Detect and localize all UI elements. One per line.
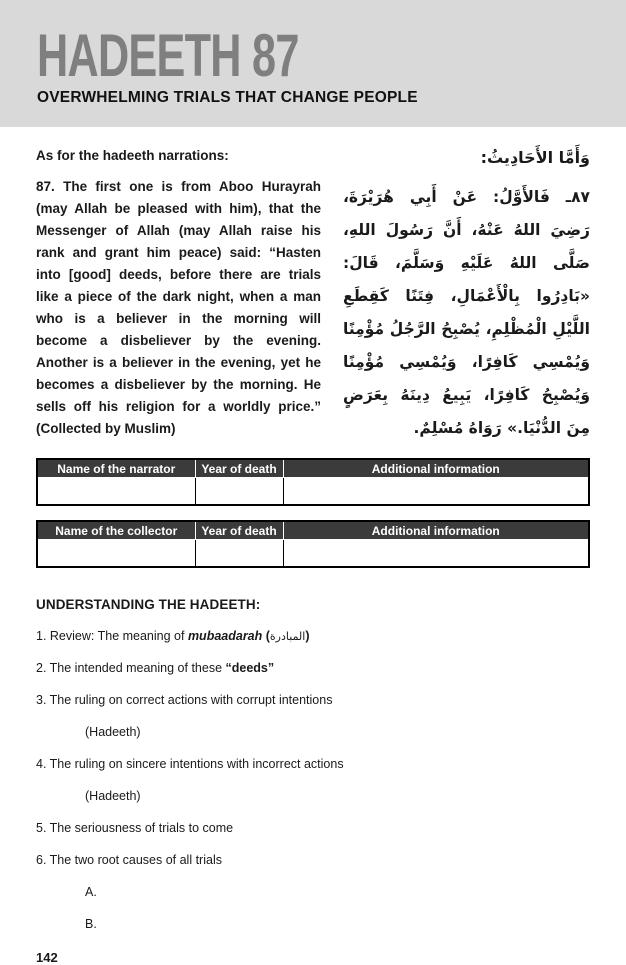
collector-table bbox=[36, 520, 590, 568]
narrations-intro-arabic: وَأَمَّا الأَحَادِيثُ: bbox=[480, 148, 590, 167]
understanding-heading: UNDERSTANDING THE HADEETH: bbox=[36, 597, 261, 612]
collector-year-header: Year of death bbox=[195, 521, 283, 540]
understanding-item-6: 6. The two root causes of all trials bbox=[36, 853, 222, 867]
collector-table-header-row bbox=[37, 521, 589, 540]
narrator-name-header: Name of the narrator bbox=[37, 459, 195, 478]
collector-info-cell bbox=[283, 540, 589, 568]
hadith-text-arabic: ٨٧ـ فَالأَوَّلُ: عَنْ أَبِي هُرَيْرَةَ، رَضِيَ اللهُ عَنْهُ، أَنَّ رَسُولَ اللهِ، صَلَّى اللهُ عَلَيْهِ وَسَلَّمَ، قَالَ: «بَادِرُوا بِالْأَعْمَالِ، فِتَنًا كَقِطَعِ اللَّيْلِ الْمُظْلِمِ، يُصْبِحُ الرَّجُلُ مُؤْمِنًا وَيُمْسِي كَافِرًا، وَيُمْسِي مُؤْمِنًا وَيُصْبِحُ كَافِرًا، يَبِيعُ دِينَهُ بِعَرَضٍ مِنَ الدُّنْيَا.» رَوَاهُ مُسْلِمٌ. bbox=[343, 188, 590, 437]
narrator-year-cell bbox=[195, 478, 283, 506]
hadith-arabic-column bbox=[343, 148, 590, 445]
item-1-paren-close: ) bbox=[305, 629, 310, 643]
understanding-item-4: 4. The ruling on sincere intentions with incorrect actions bbox=[36, 757, 344, 771]
understanding-item-3: 3. The ruling on correct actions with corrupt intentions bbox=[36, 693, 333, 707]
understanding-item-1 bbox=[36, 629, 590, 644]
page-subtitle: OVERWHELMING TRIALS THAT CHANGE PEOPLE bbox=[37, 89, 418, 106]
collector-name-cell bbox=[37, 540, 195, 568]
narrator-info-header: Additional information bbox=[283, 459, 589, 478]
narrator-year-header: Year of death bbox=[195, 459, 283, 478]
understanding-item-4-sub: (Hadeeth) bbox=[85, 789, 141, 803]
understanding-item-3-sub: (Hadeeth) bbox=[85, 725, 141, 739]
understanding-item-6-sub-a: A. bbox=[85, 885, 97, 899]
narrator-info-cell bbox=[283, 478, 589, 506]
collector-year-cell bbox=[195, 540, 283, 568]
narrator-table-empty-row bbox=[37, 478, 589, 506]
page-number: 142 bbox=[36, 950, 58, 965]
collector-table-empty-row bbox=[37, 540, 589, 568]
item-2-text: 2. The intended meaning of these bbox=[36, 661, 226, 675]
page-header-band bbox=[0, 0, 626, 127]
narrator-table-header-row bbox=[37, 459, 589, 478]
collector-info-header: Additional information bbox=[283, 521, 589, 540]
hadith-text-english: 87. The first one is from Aboo Hurayrah (may Allah be pleased with him), that the Messenger of Allah (may Allah raise his rank and grant him peace) said: “Hasten into [good] deeds, before there are trials like a piece of the dark night, when a man who is a believer in the morning will become a disbeliever by the evening. Another is a believer in the evening, yet he becomes a disbeliever by the morning. He sells off his religion for a worldly price.” (Collected by Muslim) bbox=[36, 179, 321, 436]
item-1-paren-open: ( bbox=[262, 629, 270, 643]
collector-name-header: Name of the collector bbox=[37, 521, 195, 540]
item-2-term: “deeds” bbox=[225, 661, 275, 675]
hadith-english-column bbox=[36, 148, 321, 445]
hadith-section bbox=[36, 148, 590, 445]
narrations-intro-english: As for the hadeeth narrations: bbox=[36, 148, 229, 163]
item-1-arabic-term: المبادرة bbox=[269, 630, 306, 643]
page-title: HADEETH 87 bbox=[37, 22, 299, 89]
understanding-item-6-sub-b: B. bbox=[85, 917, 97, 931]
item-1-text: 1. Review: The meaning of bbox=[36, 629, 188, 643]
page-content bbox=[0, 148, 626, 965]
narrator-name-cell bbox=[37, 478, 195, 506]
understanding-item-2 bbox=[36, 661, 590, 676]
narrator-table bbox=[36, 458, 590, 506]
item-1-term: mubaadarah bbox=[187, 629, 263, 643]
understanding-item-5: 5. The seriousness of trials to come bbox=[36, 821, 234, 835]
